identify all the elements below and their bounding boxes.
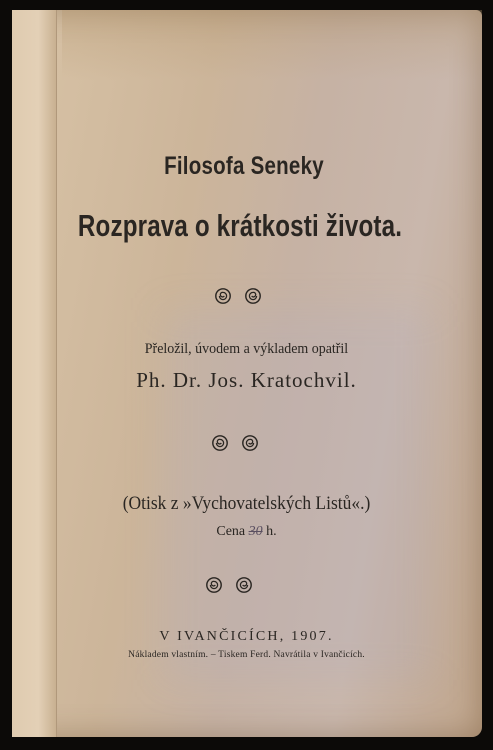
spiral-ornament-icon xyxy=(235,576,253,594)
price-label: Cena xyxy=(216,524,246,539)
spiral-ornament-icon xyxy=(241,434,259,452)
printer-line: Nákladem vlastním. – Tiskem Ferd. Navrátila v Ivančicích. xyxy=(128,650,365,660)
spiral-ornament-icon xyxy=(211,434,229,452)
price-unit: h. xyxy=(266,524,277,539)
spiral-ornament-icon xyxy=(205,576,223,594)
spiral-ornament-icon xyxy=(244,287,262,305)
author-name: Ph. Dr. Jos. Kratochvil. xyxy=(136,368,357,392)
title-line-1: Filosofa Seneky xyxy=(164,152,324,180)
paper-wear xyxy=(62,10,482,80)
reprint-note: (Otisk z »Vychovatelských Listů«.) xyxy=(122,493,371,514)
price-value: 30 xyxy=(248,524,263,539)
translator-line: Přeložil, úvodem a výkladem opatřil xyxy=(144,341,349,357)
price-line xyxy=(0,524,493,540)
ornament-row-3 xyxy=(205,576,253,594)
ornament-row-1 xyxy=(214,287,262,305)
title-line-2: Rozprava o krátkosti života. xyxy=(77,208,403,243)
spiral-ornament-icon xyxy=(214,287,232,305)
ornament-row-2 xyxy=(211,434,259,452)
place-year: V IVANČICÍCH, 1907. xyxy=(159,629,334,644)
